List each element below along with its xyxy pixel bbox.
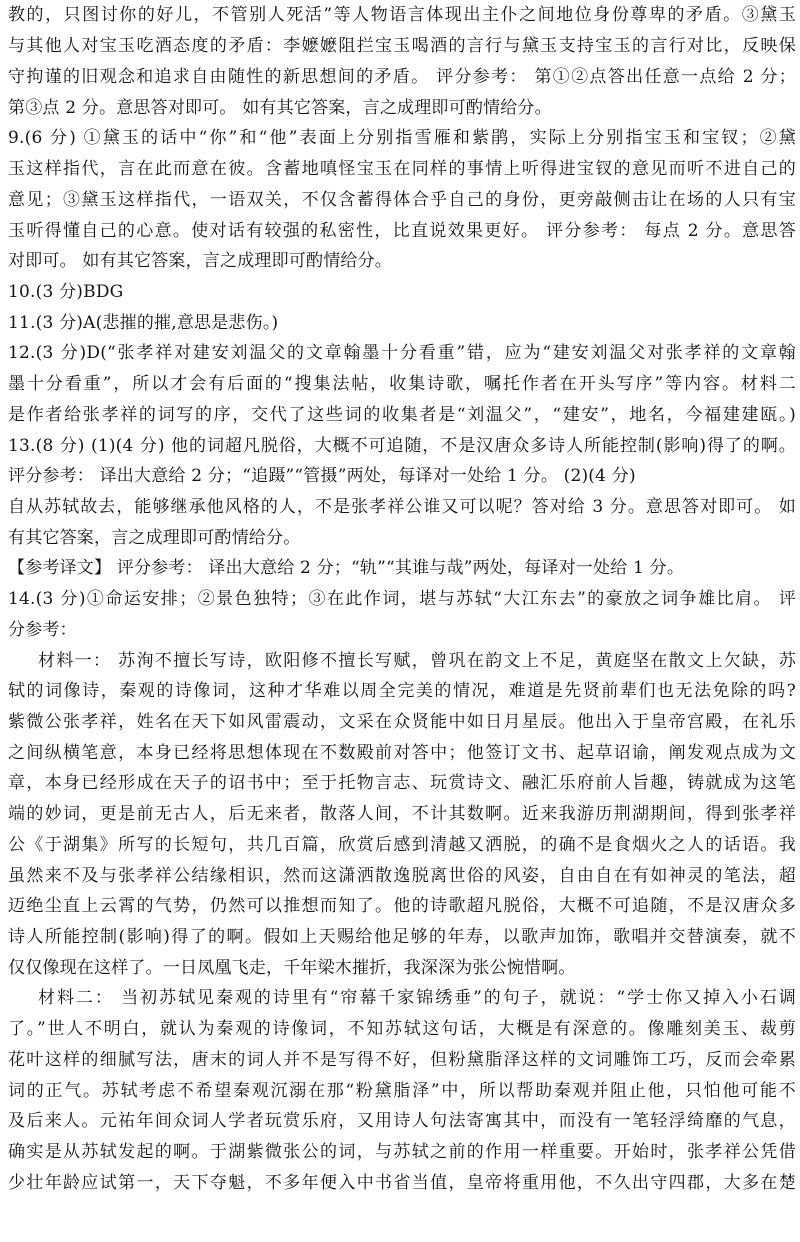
text-line: 11.(3 分)A(悲摧的摧,意思是悲伤。) (8, 313, 279, 333)
text-line: 评分参考： 译出大意给 2 分；“追蹑”“管摄”两处，每译对一处给 1 分。 (2)(4 分) (8, 466, 636, 486)
text-line: 仅仅像现在这样了。一日凤凰飞走，千年梁木摧折，我深深为张公惋惜啊。 (8, 958, 576, 978)
text-line: 材料一： 苏洵不擅长写诗，欧阳修不擅长写赋，曾巩在韵文上不足，黄庭坚在散文上欠缺，苏 (38, 651, 796, 671)
text-line: 教的，只图讨你的好儿，不管别人死活”等人物语言体现出主仆之间地位身份尊卑的矛盾。③黛玉 (8, 5, 796, 25)
text-line: 12.(3 分)D(“张孝祥对建安刘温父的文章翰墨十分看重”错，应为“建安刘温父对张孝祥的文章翰 (8, 343, 796, 363)
text-line: 少壮年龄应试第一，天下夺魁，不多年便入中书省当值，皇帝将重用他，不久出守四郡，大多在楚 (8, 1173, 796, 1193)
text-line: 9.(6 分) ①黛玉的话中“你”和“他”表面上分别指雪雁和紫鹃，实际上分别指宝玉和宝钗；②黛 (8, 128, 796, 148)
text-line: 是作者给张孝祥的词写的序，交代了这些词的收集者是“刘温父”，“建安”，地名，今福建建瓯。) (8, 405, 796, 425)
text-line: 自从苏轼故去，能够继承他风格的人，不是张孝祥公谁又可以呢？答对给 3 分。意思答对即可。 如 (8, 497, 796, 517)
text-line: 【参考译文】 评分参考： 译出大意给 2 分；“轨”“其谁与哉”两处，每译对一处给 1 分。 (8, 558, 685, 578)
text-line: 紫微公张孝祥，姓名在天下如风雷震动，文采在众贤能中如日月星辰。他出入于皇帝宫殿，在礼乐 (8, 712, 796, 732)
text-line: 意见；③黛玉这样指代，一语双关，不仅含蓄得体合乎自己的身份，更旁敲侧击让在场的人只有宝 (8, 190, 796, 210)
text-line: 玉听得懂自己的心意。使对话有较强的私密性，比直说效果更好。 评分参考： 每点 2 分。意思答 (8, 221, 796, 241)
text-line: 公《于湖集》所写的长短句，共几百篇，欣赏后感到清越又洒脱，的确不是食烟火之人的话语。我 (8, 835, 796, 855)
text-line: 词的正气。苏轼考虑不希望秦观沉溺在那“粉黛脂泽”中，所以帮助秦观并阻止他，只怕他可能不 (8, 1081, 796, 1101)
text-line: 13.(8 分) (1)(4 分) 他的词超凡脱俗，大概不可追随，不是汉唐众多诗人所能控制(影响)得了的啊。 (8, 436, 796, 456)
text-line: 端的妙词，更是前无古人，后无来者，散落人间，不计其数啊。近来我游历荆湖期间，得到张孝祥 (8, 804, 796, 824)
text-line: 确实是从苏轼发起的啊。于湖紫微张公的词，与苏轼之前的作用一样重要。开始时，张孝祥公凭借 (8, 1142, 796, 1162)
text-line: 对即可。 如有其它答案，言之成理即可酌情给分。 (8, 251, 393, 271)
text-line: 与其他人对宝玉吃酒态度的矛盾：李嬷嬷阻拦宝玉喝酒的言行与黛玉支持宝玉的言行对比，反映保 (8, 36, 796, 56)
text-line: 轼的词像诗，秦观的诗像词，这种才华难以周全完美的情况，难道是先贤前辈们也无法免除的吗? (8, 681, 796, 701)
text-line: 墨十分看重”，所以才会有后面的“搜集法帖，收集诗歌，嘱托作者在开头写序”等内容。材料二 (8, 374, 796, 394)
text-line: 章，本身已经形成在天子的诏书中；至于托物言志、玩赏诗文、融汇乐府前人旨趣，铸就成为这笔 (8, 773, 796, 793)
text-line: 玉这样指代，言在此而意在彼。含蓄地嗔怪宝玉在同样的事情上听得进宝钗的意见而听不进自己的 (8, 159, 796, 179)
text-line: 第③点 2 分。意思答对即可。 如有其它答案，言之成理即可酌情给分。 (8, 98, 552, 118)
text-line: 迈绝尘直上云霄的气势，仍然可以推想而知了。他的诗歌超凡脱俗，大概不可追随，不是汉唐众多 (8, 896, 796, 916)
text-line: 分参考： (8, 620, 77, 640)
text-line: 之间纵横笔意，本身已经将思想体现在不数殿前对答中；他签订文书、起草诏谕，阐发观点成为文 (8, 743, 796, 763)
text-line: 14.(3 分)①命运安排；②景色独特；③在此作词，堪与苏轼“大江东去”的豪放之词争雄比肩。 评 (8, 589, 796, 609)
text-line: 有其它答案，言之成理即可酌情给分。 (8, 528, 301, 548)
text-line: 虽然来不及与张孝祥公结缘相识，然而这潇洒散逸脱离世俗的风姿，自由自在有如神灵的笔法，超 (8, 866, 796, 886)
text-line: 花叶这样的细腻写法，唐末的词人并不是写得不好，但粉黛脂泽这样的文词雕饰工巧，反而会牵累 (8, 1050, 796, 1070)
text-line: 材料二： 当初苏轼见秦观的诗里有“帘幕千家锦绣垂”的句子，就说：“学士你又掉入小石调 (38, 988, 796, 1008)
text-line: 诗人所能控制(影响)得了的啊。假如上天赐给他足够的年寿，以歌声加饰，歌唱并交替演奏，就不 (8, 927, 796, 947)
text-line: 及后来人。元祐年间众词人学者玩赏乐府，又用诗人句法寄寓其中，而没有一笔轻浮绮靡的气息， (8, 1111, 796, 1131)
text-line: 了。”世人不明白，就认为秦观的诗像词，不知苏轼这句话，大概是有深意的。像雕刻美玉、裁剪 (8, 1019, 796, 1039)
text-line: 10.(3 分)BDG (8, 282, 124, 302)
text-line: 守拘谨的旧观念和追求自由随性的新思想间的矛盾。 评分参考： 第①②点答出任意一点给 2 分； (8, 67, 796, 87)
